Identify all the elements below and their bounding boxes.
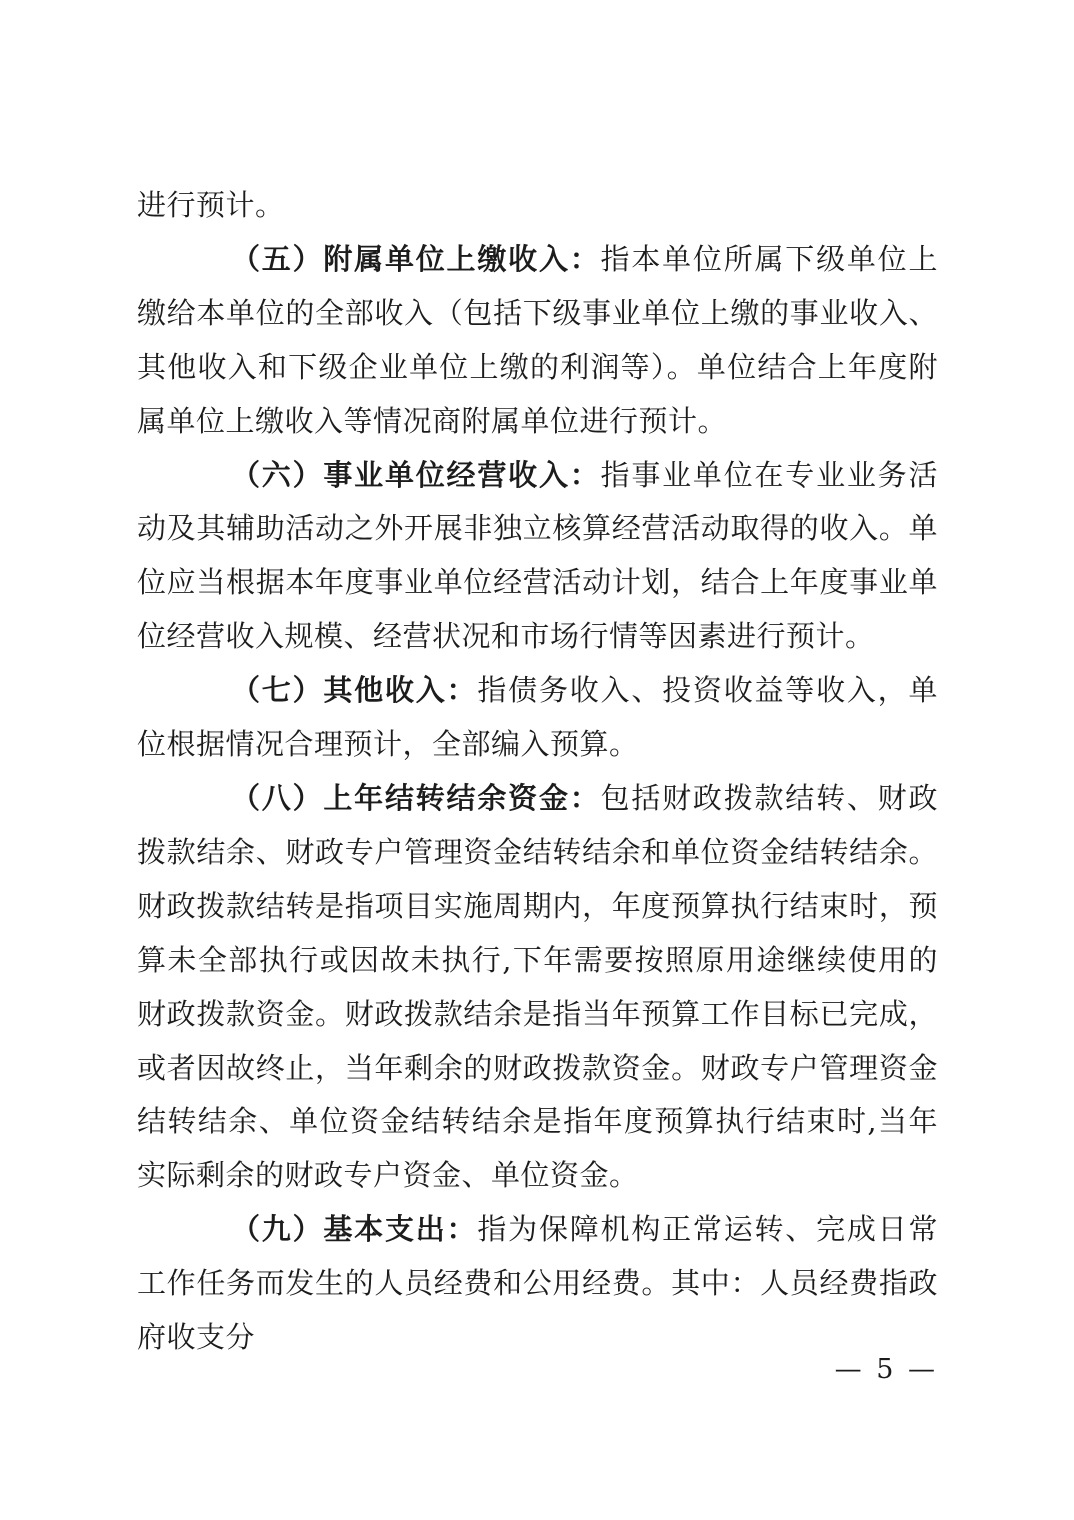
document-body <box>137 179 938 1365</box>
paragraph-item-7 <box>137 664 938 772</box>
paragraph-item-8 <box>137 772 938 1203</box>
paragraph-lead: （五）附属单位上缴收入： <box>231 241 601 276</box>
paragraph-lead: （七）其他收入： <box>231 673 478 708</box>
paragraph-lead: （六）事业单位经营收入： <box>231 457 601 492</box>
paragraph-text: 指债务收入、投资收益等收入，单位根据情况合理预计，全部编入预算。 <box>137 673 938 762</box>
paragraph-lead: （八）上年结转结余资金： <box>231 780 601 815</box>
paragraph-text: 包括财政拨款结转、财政拨款结余、财政专户管理资金结转结余和单位资金结转结余。财政拨款结转是指项目实施周期内，年度预算执行结束时，预算未全部执行或因故未执行,下年需要按照原用途继续使用的财政拨款资金。财政拨款结余是指当年预算工作目标已完成，或者因故终止，当年剩余的财政拨款资金。财政专户管理资金结转结余、单位资金结转结余是指年度预算执行结束时,当年实际剩余的财政专户资金、单位资金。 <box>137 780 938 1193</box>
paragraph-item-9 <box>137 1203 938 1365</box>
paragraph-text: 指本单位所属下级单位上缴给本单位的全部收入（包括下级事业单位上缴的事业收入、其他收入和下级企业单位上缴的利润等）。单位结合上年度附属单位上缴收入等情况商附属单位进行预计。 <box>137 241 938 438</box>
page-number: — 5 — <box>834 1354 938 1385</box>
paragraph-text: 指事业单位在专业业务活动及其辅助活动之外开展非独立核算经营活动取得的收入。单位应当根据本年度事业单位经营活动计划，结合上年度事业单位经营收入规模、经营状况和市场行情等因素进行预计。 <box>137 457 938 654</box>
paragraph-continuation <box>137 179 938 233</box>
paragraph-item-5 <box>137 233 938 449</box>
paragraph-lead: （九）基本支出： <box>231 1212 478 1247</box>
paragraph-text: 指为保障机构正常运转、完成日常工作任务而发生的人员经费和公用经费。其中：人员经费指政府收支分 <box>137 1212 938 1355</box>
paragraph-item-6 <box>137 449 938 665</box>
paragraph-text: 进行预计。 <box>137 188 285 222</box>
